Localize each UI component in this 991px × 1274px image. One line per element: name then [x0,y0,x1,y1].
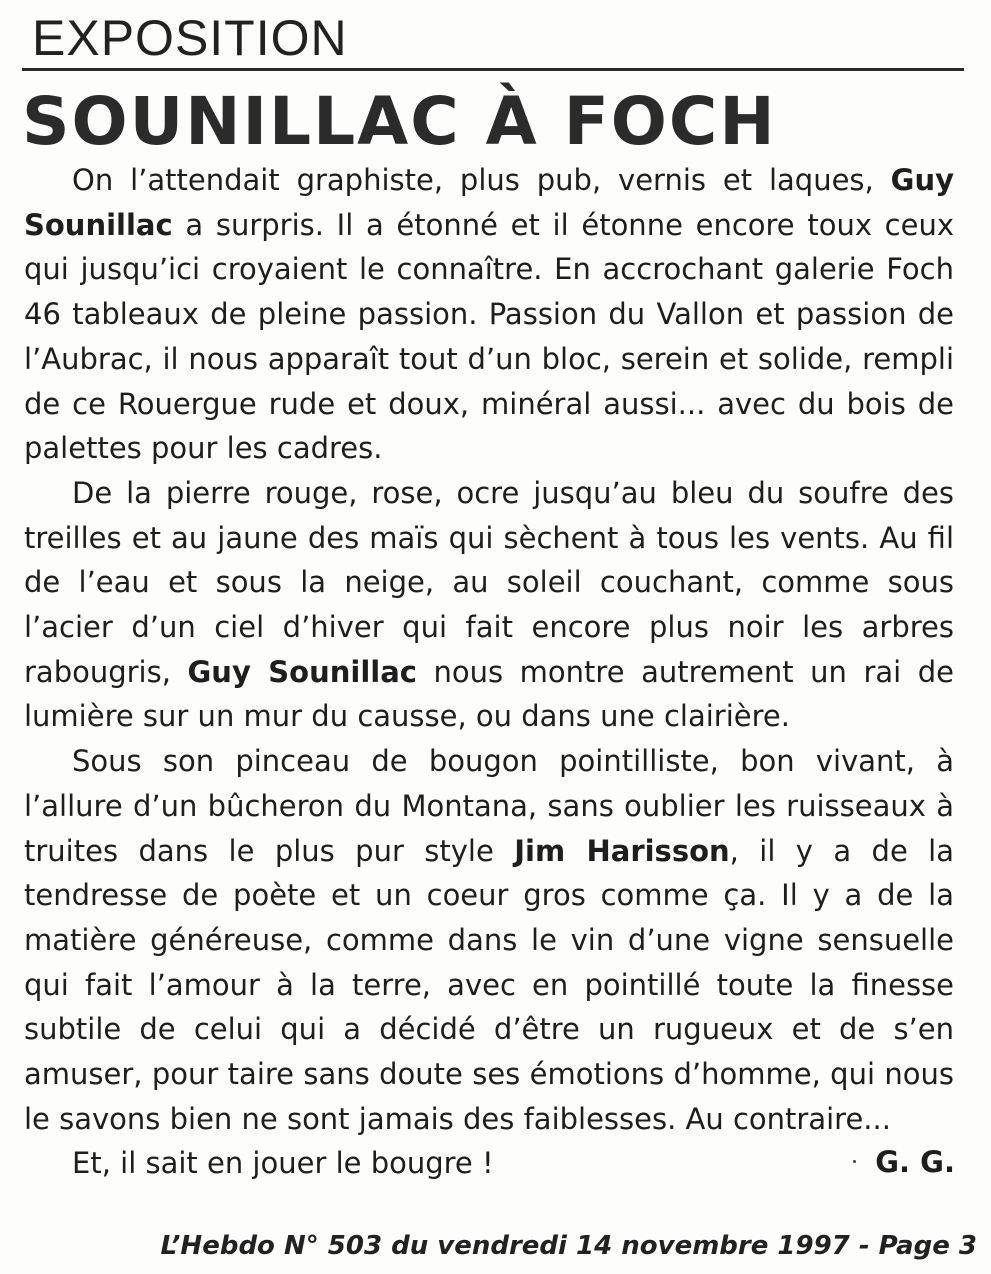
signature-dot [853,1160,856,1163]
paragraph-1 [24,158,954,471]
paragraph-4: Et, il sait en jouer le bougre ! [72,1146,494,1181]
section-label: EXPOSITION [32,10,348,66]
referenced-author-name: Jim Harisson [514,833,730,868]
article-body [24,158,954,1186]
paragraph-3 [24,739,954,1141]
paragraph-3-text-end: , il y a de la tendresse de poète et un coeur gros comme ça. Il y a de la matière généreuse, comme dans le vin d’une vigne sensuelle qui fait l’amour à la terre, avec en pointillé toute la finesse subtile de celui qui a décidé d’être un rugueux et de s’en amuser, pour taire sans doute ses émotions d’homme, qui nous le savons bien ne sont jamais des faiblesses. Au contraire... [24,833,955,1136]
paragraph-2-text-end: nous montre autrement un rai de lumière sur un mur du causse, ou dans une clairière. [24,654,954,734]
paragraph-3-text-start: Sous son pinceau de bougon pointilliste, bon vivant, à l’allure d’un bûcheron du Montana, sans oublier les ruisseaux à truites dans le plus pur style [24,744,954,868]
header-rule [22,68,964,71]
artist-name: Guy Sounillac [187,654,417,689]
article-headline: SOUNILLAC À FOCH [22,83,777,160]
paragraph-1-text-end: a surpris. Il a étonné et il étonne encore toux ceux qui jusqu’ici croyaient le connaître. En accrochant galerie Foch 46 tableaux de pleine passion. Passion du Vallon et passion de l’Aubrac, il nous apparaît tout d’un bloc, serein et solide, rempli de ce Rouergue rude et doux, minéral aussi... avec du bois de palettes pour les cadres. [24,207,954,466]
paragraph-1-text-start: On l’attendait graphiste, plus pub, vernis et laques, [72,163,891,197]
author-signature: G. G. [875,1145,955,1179]
paragraph-2-text-start: De la pierre rouge, rose, ocre jusqu’au bleu du soufre des treilles et au jaune des maïs qui sèchent à tous les vents. Au fil de l’eau et sous la neige, au soleil couchant, comme sous l’acier d’un ciel d’hiver qui fait encore plus noir les arbres rabougris, [24,475,954,689]
publication-footer: L’Hebdo N° 503 du vendredi 14 novembre 1997 - Page 3 [160,1231,977,1261]
artist-name: Guy Sounillac [24,163,954,242]
paragraph-2 [24,471,954,739]
